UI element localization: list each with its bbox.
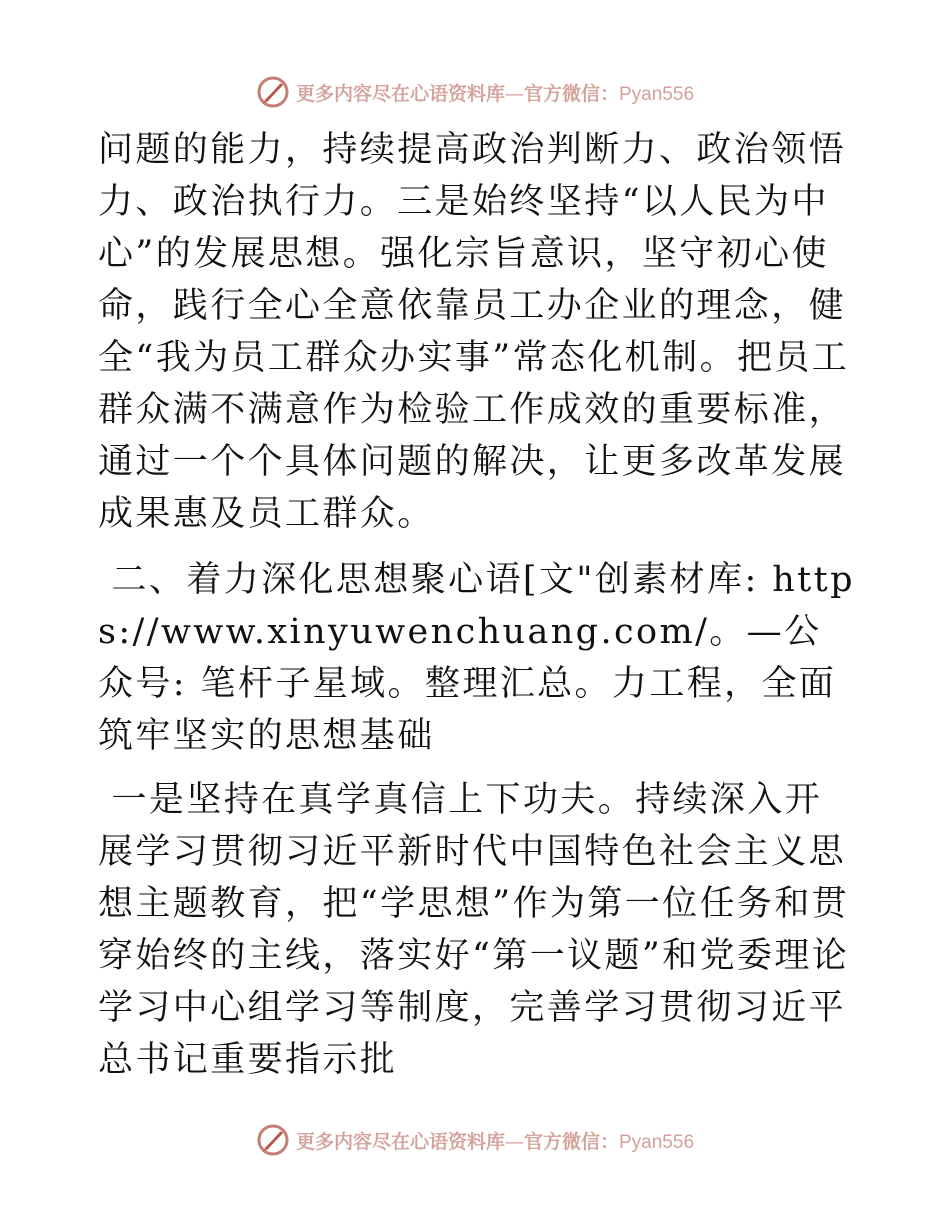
quill-pen-seal-icon xyxy=(256,1123,290,1157)
watermark-dash: — xyxy=(504,82,524,105)
paragraph-point-one: 一是坚持在真学真信上下功夫。持续深入开展学习贯彻习近平新时代中国特色社会主义思想主题教育，把“学思想”作为第一位任务和贯穿始终的主线，落实好“第一议题”和党委理论学习中心组学习等制度，完善学习贯彻习近平总书记重要指示批 xyxy=(98,780,850,1080)
document-body xyxy=(98,124,858,1086)
watermark-text xyxy=(296,1127,694,1154)
section-heading-two: 二、着力深化思想聚心语[文"创素材库: https://www.xinyuwenchuang.com/。—公众号: 笔杆子星域。整理汇总。力工程，全面筑牢坚实的思想基础 xyxy=(98,560,855,756)
footer-watermark xyxy=(0,1120,950,1160)
watermark-main: 更多内容尽在心语资料库 xyxy=(295,1130,505,1153)
watermark-text xyxy=(296,79,694,106)
quill-pen-seal-icon xyxy=(256,75,290,109)
watermark-main: 更多内容尽在心语资料库 xyxy=(295,82,505,105)
watermark-account: Pyan556 xyxy=(619,83,695,105)
watermark-label: 官方微信： xyxy=(523,1130,619,1153)
header-watermark xyxy=(0,72,950,112)
watermark-account: Pyan556 xyxy=(619,1131,695,1153)
paragraph-continuation: 问题的能力，持续提高政治判断力、政治领悟力、政治执行力。三是始终坚持“以人民为中心”的发展思想。强化宗旨意识，坚守初心使命，践行全心全意依靠员工办企业的理念，健全“我为员工群众办实事”常态化机制。把员工群众满不满意作为检验工作成效的重要标准，通过一个个具体问题的解决，让更多改革发展成果惠及员工群众。 xyxy=(98,130,850,534)
watermark-label: 官方微信： xyxy=(523,82,619,105)
watermark-dash: — xyxy=(504,1130,524,1153)
